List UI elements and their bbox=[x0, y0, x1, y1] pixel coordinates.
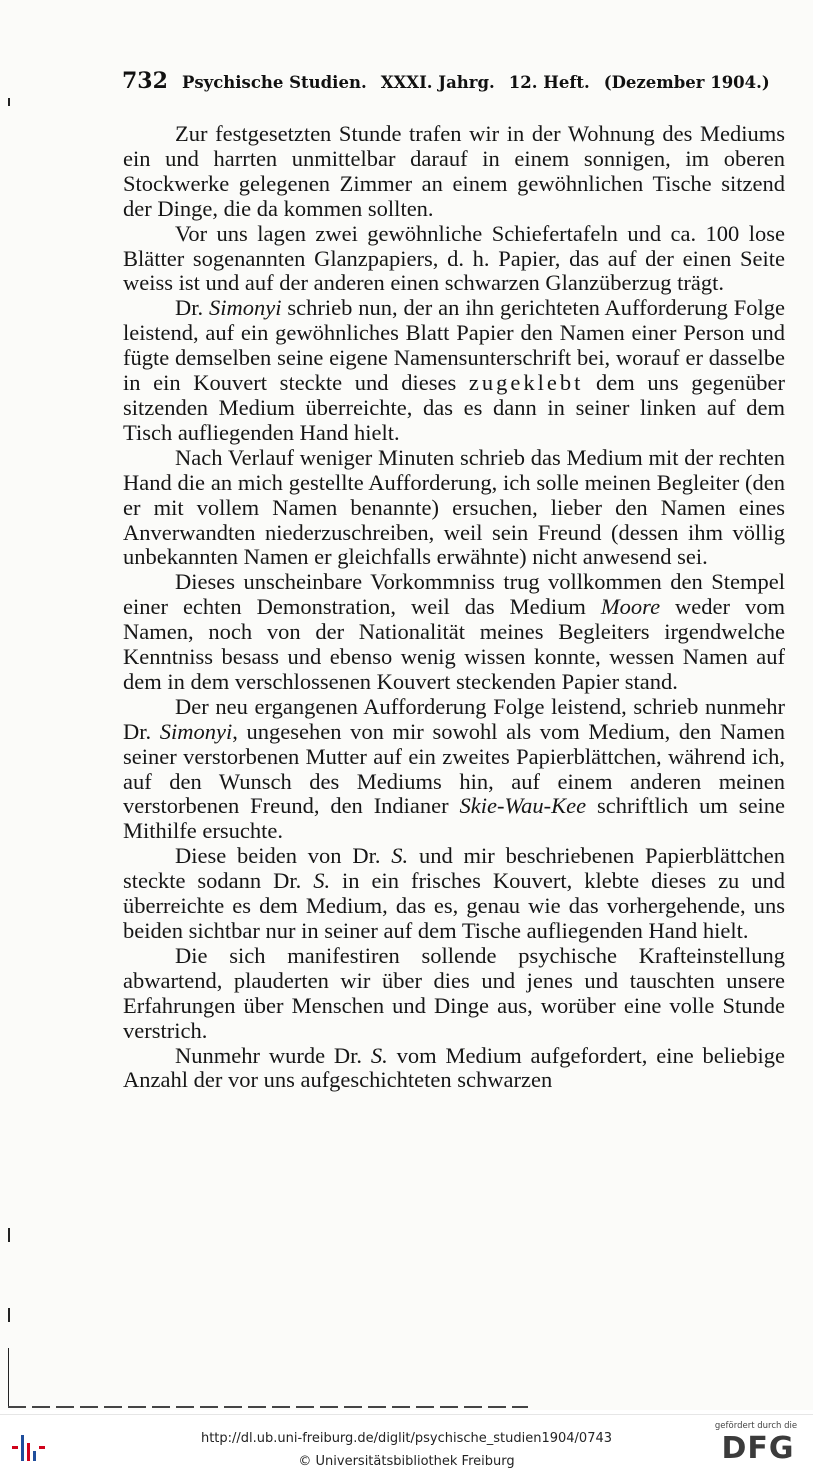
text-run: dem uns gegenüber sitzenden Medium überreichte, das es dann in seiner linken auf dem Tisch aufliegenden Hand hielt. bbox=[123, 370, 785, 445]
person-name-skie-wau-kee: Skie-Wau-Kee bbox=[459, 793, 587, 819]
margin-tick bbox=[8, 98, 10, 106]
text-run: Dieses unscheinbare Vorkommniss trug vollkommen den Stempel einer echten Demonstration, weil das Medium bbox=[123, 569, 785, 620]
article-body bbox=[123, 122, 785, 1093]
text-run: Dr. bbox=[175, 295, 210, 321]
paragraph-1: Zur festgesetzten Stunde trafen wir in der Wohnung des Mediums ein und harrten unmittelbar darauf in einem sonnigen, im oberen Stockwerke gelegenen Zimmer an einem gewöhnlichen Tische sitzend der Dinge, die da kommen sollten. bbox=[123, 121, 785, 221]
initial-s: S. bbox=[370, 1042, 388, 1068]
paragraph-3 bbox=[123, 296, 785, 445]
text-run: schrieb nun, der an ihn gerichteten Aufforderung Folge leistend, auf ein gewöhnliches Blatt Papier den Namen einer Person und fügte demselben seine eigene Namensunterschrift bei, worauf er dasselbe in ein Kouvert steckte und dieses bbox=[123, 295, 786, 396]
text-run: in ein frisches Kouvert, klebte dieses zu und überreichte es dem Medium, das es, genau wie das vorhergehende, uns beiden sichtbar nur in seiner auf dem Tische aufliegenden Hand hielt. bbox=[123, 868, 786, 943]
copyright-notice: © Universitätsbibliothek Freiburg bbox=[298, 1454, 515, 1469]
issue-date: (Dezember 1904.) bbox=[603, 73, 770, 92]
text-run: Diese beiden von Dr. bbox=[175, 843, 392, 869]
paragraph-4: Nach Verlauf weniger Minuten schrieb das Medium mit der rechten Hand die an mich gestellte Aufforderung, ich solle meinen Begleiter (den er mit vollem Namen benannte) ersuchen, lieber den Namen eines Anverwandten niederzuschreiben, weil sein Freund (dessen ihm völlig unbekannten Namen er gleichfalls erwähnte) nicht anwesend sei. bbox=[123, 444, 785, 570]
document-url[interactable]: http://dl.ub.uni-freiburg.de/diglit/psychische_studien1904/0743 bbox=[200, 1431, 613, 1446]
initial-s: S. bbox=[391, 843, 409, 869]
paragraph-2: Vor uns lagen zwei gewöhnliche Schiefertafeln und ca. 100 lose Blätter sogenannten Glanzpapiers, d. h. Papier, das auf der einen Seite weiss ist und auf der anderen einen schwarzen Glanzüberzug trägt. bbox=[123, 220, 785, 296]
paragraph-5 bbox=[123, 570, 785, 695]
margin-rule bbox=[8, 1348, 9, 1406]
page-number: 732 bbox=[122, 68, 168, 94]
paragraph-8: Die sich manifestiren sollende psychische Krafteinstellung abwartend, plauderten wir über dies und jenes und tauschten unsere Erfahrungen über Menschen und Dinge aus, worüber eine volle Stunde verstrich. bbox=[123, 942, 785, 1043]
person-name-simonyi: Simonyi bbox=[209, 295, 282, 321]
text-run: weder vom Namen, noch von der Nationalität meines Begleiters irgendwelche Kenntniss besass und ebenso wenig wissen konnte, wessen Namen auf dem in dem verschlossenen Kouvert steckenden Papier stand. bbox=[123, 594, 785, 694]
person-name-moore: Moore bbox=[600, 594, 661, 620]
page-bottom-rule bbox=[8, 1406, 528, 1408]
text-run: Der neu ergangenen Aufforderung Folge leistend, schrieb nunmehr Dr. bbox=[123, 693, 785, 744]
margin-tick bbox=[8, 1228, 10, 1242]
journal-title: Psychische Studien. bbox=[181, 73, 367, 92]
text-run: vom Medium aufgefordert, eine beliebige Anzahl der vor uns aufgeschichteten schwarzen bbox=[123, 1042, 785, 1093]
text-run: , ungesehen von mir sowohl als vom Medium, den Namen seiner verstorbenen Mutter auf ein zweites Papierblättchen, während ich, auf den Wunsch des Mediums hin, auf einem anderen meinen verstorbenen Freund, den Indianer bbox=[123, 718, 786, 819]
dfg-funding-note: gefördert durch die bbox=[714, 1421, 798, 1431]
person-name-simonyi: Simonyi bbox=[159, 718, 233, 744]
volume-label: XXXI. Jahrg. bbox=[380, 73, 495, 92]
spaced-emphasis: zugeklebt bbox=[468, 370, 584, 396]
margin-tick bbox=[8, 1308, 10, 1322]
issue-label: 12. Heft. bbox=[508, 73, 590, 92]
text-run: schriftlich um seine Mithilfe ersuchte. bbox=[123, 793, 785, 844]
text-run: Nunmehr wurde Dr. bbox=[175, 1042, 371, 1068]
running-head bbox=[122, 68, 792, 98]
dfg-logo: DFG bbox=[721, 1431, 795, 1466]
paragraph-6 bbox=[123, 695, 785, 844]
paragraph-9 bbox=[123, 1044, 785, 1094]
text-run: und mir beschriebenen Papierblättchen steckte sodann Dr. bbox=[123, 843, 785, 894]
viewer-footer bbox=[0, 1414, 813, 1473]
initial-s: S. bbox=[313, 868, 331, 894]
paragraph-7 bbox=[123, 844, 785, 944]
